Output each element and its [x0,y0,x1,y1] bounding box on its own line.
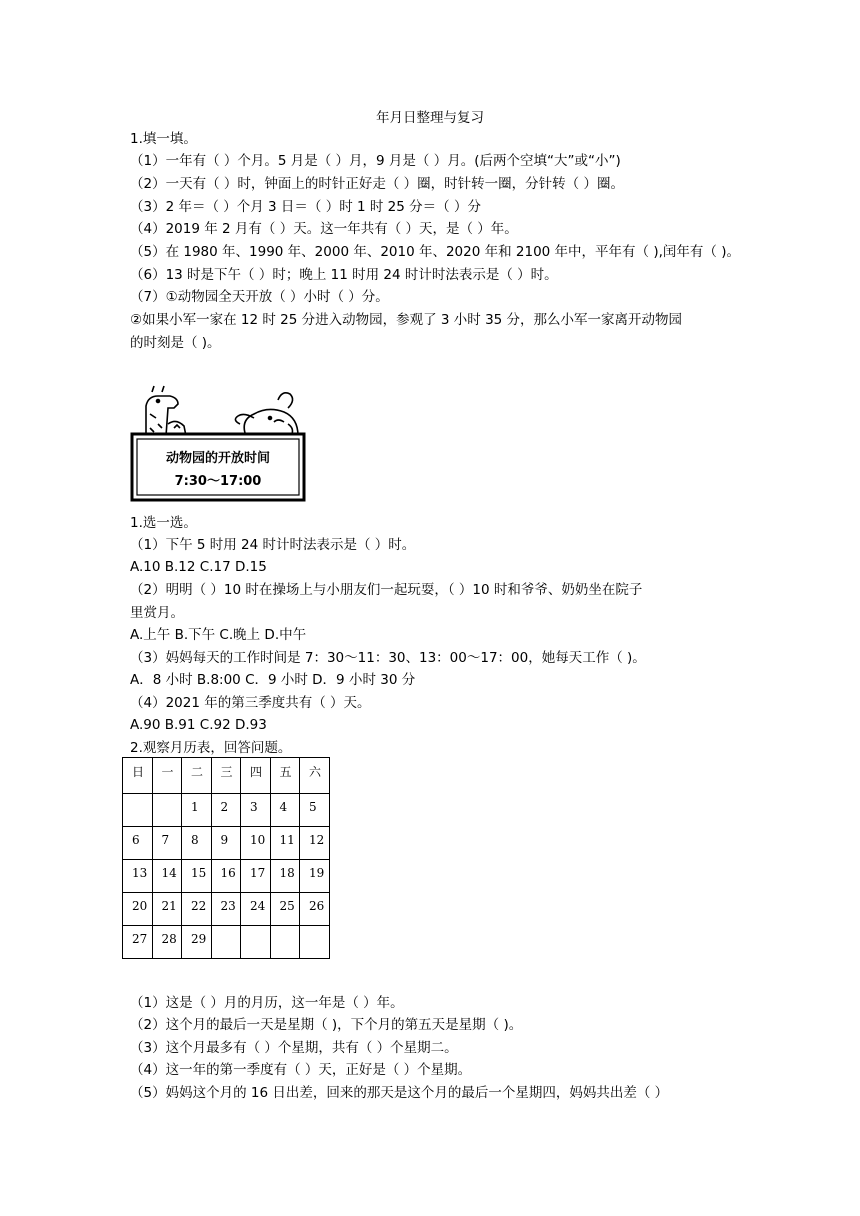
calendar-question-1: （1）这是（ ）月的月历，这一年是（ ）年。 [130,995,404,1011]
fill-item-7: （7）①动物园全天开放（ ）小时（ ）分。 [130,289,389,305]
calendar-question-5: （5）妈妈这个月的 16 日出差，回来的那天是这个月的最后一个星期四，妈妈共出差（ ） [130,1085,669,1101]
calendar-day-cell: 28 [152,926,182,959]
calendar-day-cell: 5 [300,794,330,827]
calendar-day-cell: 9 [211,827,241,860]
section3-heading: 2.观察月历表，回答问题。 [130,740,292,756]
zoo-sign-illustration [128,384,308,504]
choice-item-3: （3）妈妈每天的工作时间是 7：30～11：30、13：00～17：00，她每天工作（ )。 [130,650,646,666]
calendar-weekday-cell: 一 [152,758,182,794]
calendar-week-row [123,860,330,893]
calendar-day-cell: 3 [241,794,271,827]
sign-board [132,434,304,500]
calendar-day-cell: 20 [123,893,153,926]
calendar-day-cell [152,794,182,827]
calendar-day-cell: 7 [152,827,182,860]
calendar-day-cell: 26 [300,893,330,926]
calendar-weekday-cell: 六 [300,758,330,794]
calendar-day-cell: 12 [300,827,330,860]
calendar-week-row [123,827,330,860]
calendar-question-3: （3）这个月最多有（ ）个星期，共有（ ）个星期二。 [130,1040,458,1056]
calendar-week-row [123,893,330,926]
fill-item-7b: ②如果小军一家在 12 时 25 分进入动物园，参观了 3 小时 35 分，那么小军一家离开动物园 [130,312,683,328]
calendar-weekday-cell: 二 [182,758,212,794]
calendar-day-cell: 10 [241,827,271,860]
calendar-question-2: （2）这个月的最后一天是星期（ )，下个月的第五天是星期（ )。 [130,1017,523,1033]
calendar-day-cell: 8 [182,827,212,860]
calendar-day-cell: 21 [152,893,182,926]
calendar-question-4: （4）这一年的第一季度有（ ）天，正好是（ ）个星期。 [130,1062,472,1078]
calendar-header-row [123,758,330,794]
calendar-weekday-cell: 日 [123,758,153,794]
fill-item-7b-cont: 的时刻是（ )。 [130,335,221,351]
calendar-day-cell: 16 [211,860,241,893]
fill-item-1: （1）一年有（ ）个月。5 月是（ ）月，9 月是（ ）月。(后两个空填“大”或“小”) [130,153,621,169]
calendar-day-cell: 13 [123,860,153,893]
fill-item-6: （6）13 时是下午（ ）时；晚上 11 时用 24 时计时法表示是（ ）时。 [130,267,558,283]
calendar-day-cell [241,926,271,959]
calendar-day-cell: 23 [211,893,241,926]
calendar-day-cell: 14 [152,860,182,893]
choice-item-2-options: A.上午 B.下午 C.晚上 D.中午 [130,627,307,643]
calendar-day-cell: 18 [270,860,300,893]
calendar-day-cell: 24 [241,893,271,926]
section1-heading: 1.填一填。 [130,131,197,147]
calendar-day-cell: 19 [300,860,330,893]
zoo-sign-title: 动物园的开放时间 [165,451,271,466]
calendar-day-cell: 22 [182,893,212,926]
calendar-weekday-cell: 四 [241,758,271,794]
calendar-weekday-cell: 五 [270,758,300,794]
choice-item-4-options: A.90 B.91 C.92 D.93 [130,717,267,733]
calendar-day-cell [211,926,241,959]
section2-heading: 1.选一选。 [130,515,197,531]
calendar-day-cell: 2 [211,794,241,827]
calendar-week-row [123,926,330,959]
calendar-day-cell: 4 [270,794,300,827]
page-title: 年月日整理与复习 [376,110,484,126]
calendar-day-cell: 11 [270,827,300,860]
calendar-day-cell: 27 [123,926,153,959]
fill-item-3: （3）2 年＝（ ）个月 3 日＝（ ）时 1 时 25 分＝（ ）分 [130,199,481,215]
month-calendar [122,757,330,959]
calendar-week-row [123,794,330,827]
calendar-day-cell: 1 [182,794,212,827]
calendar-day-cell: 29 [182,926,212,959]
calendar-day-cell [300,926,330,959]
calendar-day-cell: 25 [270,893,300,926]
calendar-day-cell: 15 [182,860,212,893]
choice-item-1: （1）下午 5 时用 24 时计时法表示是（ ）时。 [130,537,416,553]
choice-item-2-cont: 里赏月。 [130,605,184,621]
calendar-day-cell [123,794,153,827]
choice-item-4: （4）2021 年的第三季度共有（ ）天。 [130,695,371,711]
elephant-icon [235,393,298,436]
calendar-day-cell [270,926,300,959]
calendar-day-cell: 6 [123,827,153,860]
fill-item-5: （5）在 1980 年、1990 年、2000 年、2010 年、2020 年和 2100 年中，平年有（ ),闰年有（ )。 [130,244,740,260]
choice-item-2: （2）明明（ ）10 时在操场上与小朋友们一起玩耍，（ ）10 时和爷爷、奶奶坐在院子 [130,582,643,598]
fill-item-4: （4）2019 年 2 月有（ ）天。这一年共有（ ）天，是（ ）年。 [130,221,518,237]
choice-item-1-options: A.10 B.12 C.17 D.15 [130,559,267,575]
choice-item-3-options: A．8 小时 B.8:00 C．9 小时 D．9 小时 30 分 [130,672,416,688]
giraffe-icon [146,386,186,436]
fill-item-2: （2）一天有（ ）时，钟面上的时针正好走（ ）圈，时针转一圈，分针转（ ）圈。 [130,176,624,192]
calendar-day-cell: 17 [241,860,271,893]
calendar-weekday-cell: 三 [211,758,241,794]
zoo-sign-hours: 7:30～17:00 [174,474,262,489]
